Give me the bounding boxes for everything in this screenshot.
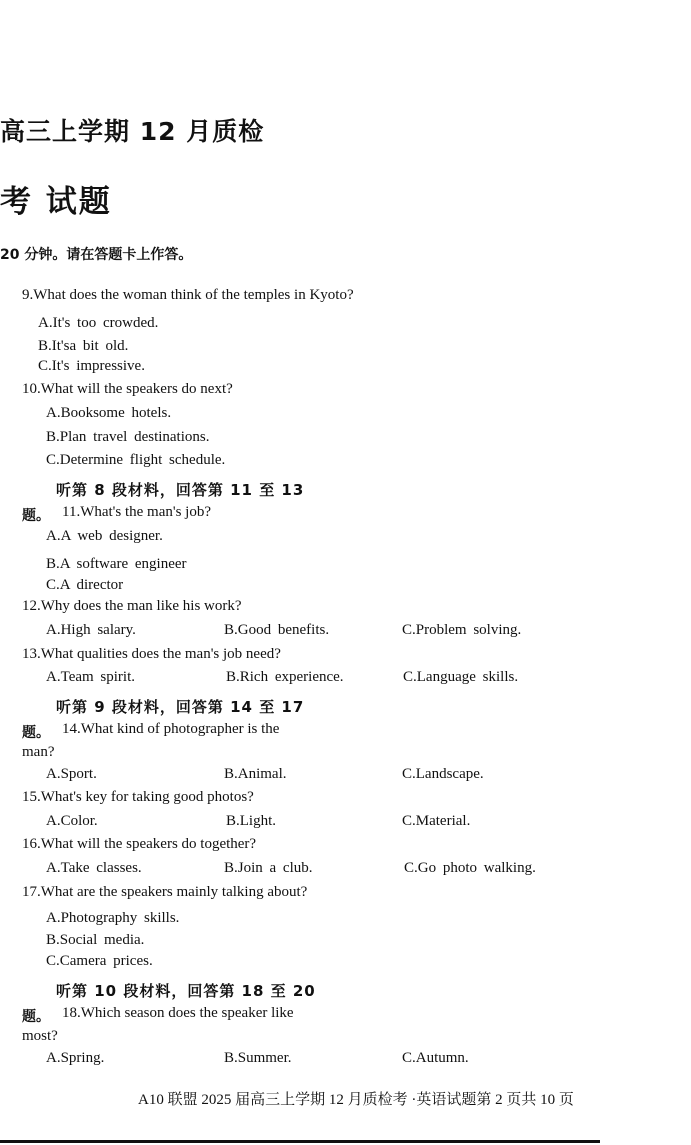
question-9: 9.What does the woman think of the temples in Kyoto? [22, 287, 354, 303]
question-18: 18.Which season does the speaker like [62, 1005, 294, 1021]
option-10b: B.Plan travel destinations. [46, 429, 210, 445]
option-17a: A.Photography skills. [46, 910, 180, 926]
option-11a: A.A web designer. [46, 528, 163, 544]
question-15: 15.What's key for taking good photos? [22, 789, 254, 805]
option-16b: B.Join a club. [224, 860, 313, 876]
section-10-suffix: 题。 [22, 1009, 50, 1025]
option-18b: B.Summer. [224, 1050, 292, 1066]
page-footer: A10 联盟 2025 届高三上学期 12 月质检考 ·英语试题第 2 页共 10 页 [138, 1092, 574, 1108]
option-10a: A.Booksome hotels. [46, 405, 172, 421]
time-note: 20 分钟。请在答题卡上作答。 [0, 247, 193, 263]
question-17: 17.What are the speakers mainly talking about? [22, 884, 308, 900]
question-18-cont: most? [22, 1028, 58, 1044]
question-14-cont: man? [22, 744, 55, 760]
option-9b: B.It'sa bit old. [38, 338, 129, 354]
option-9a: A.It's too crowded. [38, 315, 159, 331]
question-12: 12.Why does the man like his work? [22, 598, 242, 614]
option-16c: C.Go photo walking. [404, 860, 536, 876]
option-14b: B.Animal. [224, 766, 287, 782]
question-14: 14.What kind of photographer is the [62, 721, 280, 737]
option-15c: C.Material. [402, 813, 471, 829]
question-16: 16.What will the speakers do together? [22, 836, 257, 852]
question-13: 13.What qualities does the man's job need? [22, 646, 281, 662]
option-17c: C.Camera prices. [46, 953, 153, 969]
option-15a: A.Color. [46, 813, 98, 829]
option-11b: B.A software engineer [46, 556, 187, 572]
option-14c: C.Landscape. [402, 766, 484, 782]
option-17b: B.Social media. [46, 932, 145, 948]
option-14a: A.Sport. [46, 766, 97, 782]
page-subtitle: 考 试题 [0, 184, 112, 220]
option-11c: C.A director [46, 577, 124, 593]
option-10c: C.Determine flight schedule. [46, 452, 226, 468]
section-9-heading: 听第 9 段材料，回答第 14 至 17 [56, 698, 305, 716]
page-title: 高三上学期 12 月质检 [0, 117, 265, 146]
option-13c: C.Language skills. [403, 669, 519, 685]
option-18c: C.Autumn. [402, 1050, 469, 1066]
question-10: 10.What will the speakers do next? [22, 381, 233, 397]
question-11: 11.What's the man's job? [62, 504, 211, 520]
section-8-heading: 听第 8 段材料，回答第 11 至 13 [56, 481, 305, 499]
option-12b: B.Good benefits. [224, 622, 330, 638]
option-13a: A.Team spirit. [46, 669, 136, 685]
option-9c: C.It's impressive. [38, 358, 145, 374]
section-8-suffix: 题。 [22, 508, 50, 524]
option-12c: C.Problem solving. [402, 622, 522, 638]
option-15b: B.Light. [226, 813, 277, 829]
section-10-heading: 听第 10 段材料，回答第 18 至 20 [56, 982, 316, 1000]
option-18a: A.Spring. [46, 1050, 105, 1066]
option-16a: A.Take classes. [46, 860, 142, 876]
option-12a: A.High salary. [46, 622, 136, 638]
option-13b: B.Rich experience. [226, 669, 344, 685]
bottom-divider [0, 1140, 600, 1143]
section-9-suffix: 题。 [22, 725, 50, 741]
